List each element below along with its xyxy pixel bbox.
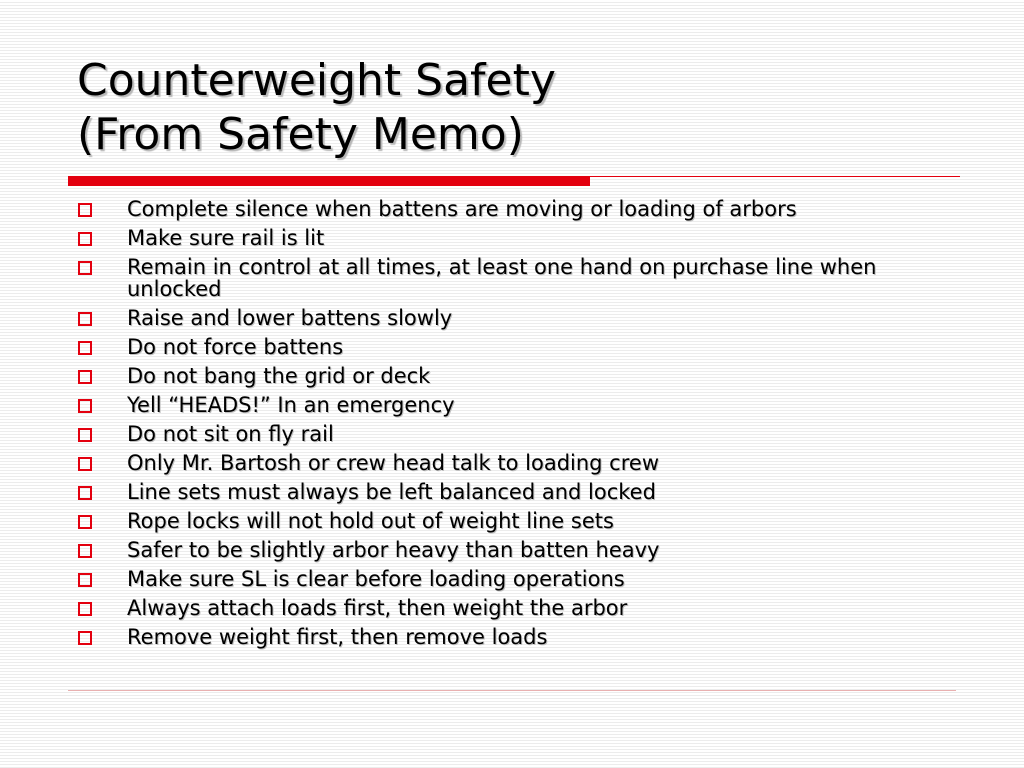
hollow-square-icon [78, 312, 92, 326]
bullet-text: Always attach loads first, then weight the arbor [127, 596, 628, 620]
hollow-square-icon [78, 261, 92, 275]
bullet-text: Rope locks will not hold out of weight line sets [127, 509, 614, 533]
bullet-text: Do not bang the grid or deck [127, 364, 431, 388]
bullet-item [77, 539, 957, 561]
hollow-square-icon [78, 341, 92, 355]
bullet-list [77, 198, 957, 655]
bullet-item [77, 510, 957, 532]
bullet-text: Safer to be slightly arbor heavy than batten heavy [127, 538, 660, 562]
hollow-square-icon [78, 232, 92, 246]
hollow-square-icon [78, 631, 92, 645]
title-line-1: Counterweight Safety [77, 55, 556, 106]
bullet-item [77, 256, 957, 300]
bullet-item [77, 423, 957, 445]
bullet-item [77, 307, 957, 329]
bullet-text: Remove weight first, then remove loads [127, 625, 548, 649]
hollow-square-icon [78, 515, 92, 529]
title-underline-accent [68, 176, 590, 186]
bullet-item [77, 198, 957, 220]
bullet-text: Do not force battens [127, 335, 344, 359]
bullet-item [77, 452, 957, 474]
bullet-item [77, 394, 957, 416]
hollow-square-icon [78, 602, 92, 616]
bullet-item [77, 365, 957, 387]
bullet-text: Only Mr. Bartosh or crew head talk to loading crew [127, 451, 659, 475]
hollow-square-icon [78, 203, 92, 217]
bullet-text: Do not sit on fly rail [127, 422, 334, 446]
bullet-text: Remain in control at all times, at least one hand on purchase line when unlocked [127, 255, 877, 301]
bullet-text: Raise and lower battens slowly [127, 306, 453, 330]
title-underline-thin [590, 176, 960, 177]
bullet-text: Line sets must always be left balanced and locked [127, 480, 656, 504]
bullet-text: Make sure rail is lit [127, 226, 325, 250]
hollow-square-icon [78, 544, 92, 558]
bullet-text: Make sure SL is clear before loading operations [127, 567, 625, 591]
bullet-item [77, 626, 957, 648]
bullet-item [77, 597, 957, 619]
bullet-item [77, 336, 957, 358]
hollow-square-icon [78, 486, 92, 500]
footer-divider [68, 690, 956, 691]
bullet-item [77, 481, 957, 503]
slide-title [77, 54, 556, 162]
hollow-square-icon [78, 428, 92, 442]
bullet-item [77, 227, 957, 249]
bullet-item [77, 568, 957, 590]
hollow-square-icon [78, 457, 92, 471]
hollow-square-icon [78, 399, 92, 413]
bullet-text: Yell “HEADS!” In an emergency [127, 393, 455, 417]
bullet-text: Complete silence when battens are moving or loading of arbors [127, 197, 797, 221]
title-line-2: (From Safety Memo) [77, 109, 524, 160]
hollow-square-icon [78, 370, 92, 384]
hollow-square-icon [78, 573, 92, 587]
